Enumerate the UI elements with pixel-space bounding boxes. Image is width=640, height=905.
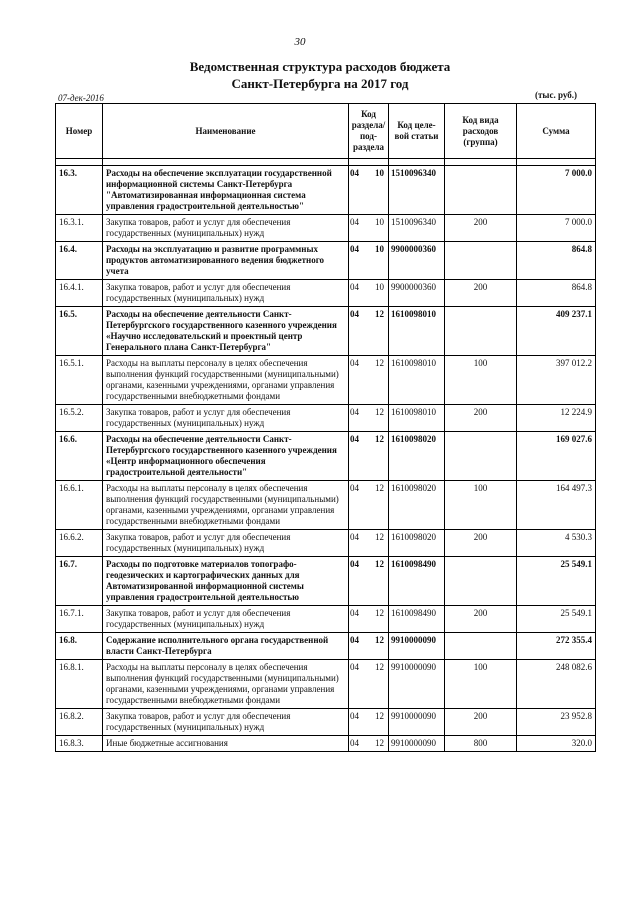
row-name: Закупка товаров, работ и услуг для обеспечения государственных (муниципальных) нужд	[103, 606, 349, 633]
row-number: 16.6.	[56, 432, 103, 481]
row-name: Закупка товаров, работ и услуг для обеспечения государственных (муниципальных) нужд	[103, 215, 349, 242]
table-row	[56, 307, 596, 356]
row-number: 16.3.	[56, 166, 103, 215]
row-kind	[445, 432, 517, 481]
row-section-code	[349, 307, 389, 356]
row-subsection: 12	[375, 434, 384, 444]
row-section: 04	[350, 309, 359, 319]
table-row	[56, 606, 596, 633]
row-article: 9900000360	[389, 242, 445, 280]
row-kind: 100	[445, 660, 517, 709]
row-sum: 248 082.6	[517, 660, 596, 709]
row-section-code	[349, 736, 389, 752]
row-section-code	[349, 709, 389, 736]
row-article: 1510096340	[389, 166, 445, 215]
row-section: 04	[350, 738, 359, 748]
row-name: Расходы на выплаты персоналу в целях обеспечения выполнения функций государственными (муниципальными) органами, казенными учреждениями, органами управления государственными внебюджетными фондами	[103, 481, 349, 530]
row-article: 1610098020	[389, 530, 445, 557]
row-section-code	[349, 633, 389, 660]
row-number: 16.8.3.	[56, 736, 103, 752]
table-row	[56, 432, 596, 481]
row-kind: 800	[445, 736, 517, 752]
row-section: 04	[350, 711, 359, 721]
table-row	[56, 166, 596, 215]
table-body	[56, 166, 596, 752]
table-row	[56, 530, 596, 557]
row-article: 1610098020	[389, 432, 445, 481]
row-number: 16.8.	[56, 633, 103, 660]
row-article: 9910000090	[389, 660, 445, 709]
row-name: Закупка товаров, работ и услуг для обеспечения государственных (муниципальных) нужд	[103, 709, 349, 736]
row-subsection: 12	[375, 635, 384, 645]
row-section-code	[349, 660, 389, 709]
row-article: 9910000090	[389, 736, 445, 752]
row-subsection: 12	[375, 483, 384, 493]
row-number: 16.8.2.	[56, 709, 103, 736]
title-line-2: Санкт-Петербурга на 2017 год	[231, 76, 409, 91]
header-kind: Код вида расходов (группа)	[445, 104, 517, 159]
row-section-code	[349, 356, 389, 405]
row-subsection: 12	[375, 608, 384, 618]
table-row	[56, 481, 596, 530]
table-row	[56, 242, 596, 280]
budget-table	[55, 103, 596, 752]
row-sum: 169 027.6	[517, 432, 596, 481]
row-sum: 25 549.1	[517, 557, 596, 606]
row-kind: 100	[445, 356, 517, 405]
row-section: 04	[350, 282, 359, 292]
header-spacer-row	[56, 159, 596, 166]
row-subsection: 12	[375, 358, 384, 368]
row-subsection: 12	[375, 662, 384, 672]
row-sum: 397 012.2	[517, 356, 596, 405]
row-kind: 100	[445, 481, 517, 530]
row-section-code	[349, 166, 389, 215]
document-date: 07-дек-2016	[58, 93, 104, 103]
row-sum: 7 000.0	[517, 166, 596, 215]
row-number: 16.5.	[56, 307, 103, 356]
row-subsection: 12	[375, 738, 384, 748]
row-sum: 320.0	[517, 736, 596, 752]
row-subsection: 12	[375, 309, 384, 319]
row-kind: 200	[445, 709, 517, 736]
row-section-code	[349, 242, 389, 280]
row-article: 1510096340	[389, 215, 445, 242]
row-number: 16.6.1.	[56, 481, 103, 530]
row-sum: 864.8	[517, 280, 596, 307]
row-sum: 4 530.3	[517, 530, 596, 557]
row-number: 16.8.1.	[56, 660, 103, 709]
row-sum: 864.8	[517, 242, 596, 280]
row-section: 04	[350, 559, 359, 569]
row-kind	[445, 557, 517, 606]
row-article: 1610098010	[389, 405, 445, 432]
row-kind	[445, 166, 517, 215]
header-number: Номер	[56, 104, 103, 159]
row-subsection: 12	[375, 407, 384, 417]
row-name: Расходы на обеспечение деятельности Санкт-Петербургского государственного казенного учреждения «Центр информационного обеспечения градостроительной деятельности"	[103, 432, 349, 481]
row-number: 16.7.1.	[56, 606, 103, 633]
row-subsection: 12	[375, 532, 384, 542]
row-section: 04	[350, 217, 359, 227]
row-article: 1610098010	[389, 356, 445, 405]
row-section-code	[349, 530, 389, 557]
row-name: Закупка товаров, работ и услуг для обеспечения государственных (муниципальных) нужд	[103, 405, 349, 432]
row-sum: 25 549.1	[517, 606, 596, 633]
row-article: 1610098010	[389, 307, 445, 356]
table-row	[56, 660, 596, 709]
row-number: 16.4.	[56, 242, 103, 280]
row-section-code	[349, 215, 389, 242]
row-article: 1610098020	[389, 481, 445, 530]
table-row	[56, 215, 596, 242]
row-name: Закупка товаров, работ и услуг для обеспечения государственных (муниципальных) нужд	[103, 530, 349, 557]
row-section: 04	[350, 483, 359, 493]
row-number: 16.7.	[56, 557, 103, 606]
row-section: 04	[350, 434, 359, 444]
row-sum: 409 237.1	[517, 307, 596, 356]
table-row	[56, 405, 596, 432]
row-section: 04	[350, 358, 359, 368]
row-section: 04	[350, 244, 359, 254]
row-section-code	[349, 405, 389, 432]
row-article: 9910000090	[389, 633, 445, 660]
row-section-code	[349, 432, 389, 481]
row-number: 16.6.2.	[56, 530, 103, 557]
row-sum: 164 497.3	[517, 481, 596, 530]
row-section: 04	[350, 532, 359, 542]
header-sum: Сумма	[517, 104, 596, 159]
page-number: 30	[294, 36, 306, 48]
header-section: Код раздела/ под- раздела	[349, 104, 389, 159]
row-number: 16.3.1.	[56, 215, 103, 242]
row-subsection: 12	[375, 559, 384, 569]
row-subsection: 12	[375, 711, 384, 721]
row-kind	[445, 633, 517, 660]
row-article: 9900000360	[389, 280, 445, 307]
table-row	[56, 356, 596, 405]
row-section-code	[349, 280, 389, 307]
title-line-1: Ведомственная структура расходов бюджета	[189, 59, 451, 74]
row-kind: 200	[445, 280, 517, 307]
row-subsection: 10	[375, 168, 384, 178]
row-name: Расходы на обеспечение деятельности Санкт-Петербургского государственного казенного учреждения «Научно исследовательский и проектный центр Генерального плана Санкт-Петербурга"	[103, 307, 349, 356]
row-name: Расходы по подготовке материалов топографо-геодезических и картографических данных для Автоматизированной информационной системы управления градостроительной деятельностью	[103, 557, 349, 606]
row-kind: 200	[445, 405, 517, 432]
header-name: Наименование	[103, 104, 349, 159]
row-name: Расходы на выплаты персоналу в целях обеспечения выполнения функций государственными (муниципальными) органами, казенными учреждениями, органами управления государственными внебюджетными фондами	[103, 660, 349, 709]
row-number: 16.4.1.	[56, 280, 103, 307]
row-article: 1610098490	[389, 606, 445, 633]
row-name: Расходы на обеспечение эксплуатации государственной информационной системы Санкт-Петербурга "Автоматизированная информационная система управления градостроительной деятельностью"	[103, 166, 349, 215]
row-sum: 7 000.0	[517, 215, 596, 242]
row-subsection: 10	[375, 217, 384, 227]
row-sum: 12 224.9	[517, 405, 596, 432]
table-row	[56, 709, 596, 736]
row-subsection: 10	[375, 244, 384, 254]
row-section: 04	[350, 635, 359, 645]
row-name: Содержание исполнительного органа государственной власти Санкт-Петербурга	[103, 633, 349, 660]
row-article: 9910000090	[389, 709, 445, 736]
row-section: 04	[350, 662, 359, 672]
row-section: 04	[350, 168, 359, 178]
row-kind	[445, 242, 517, 280]
row-name: Расходы на эксплуатацию и развитие программных продуктов автоматизированного ведения бюджетного учета	[103, 242, 349, 280]
row-kind	[445, 307, 517, 356]
row-section-code	[349, 481, 389, 530]
row-name: Иные бюджетные ассигнования	[103, 736, 349, 752]
header-article: Код целе- вой статьи	[389, 104, 445, 159]
table-row	[56, 280, 596, 307]
row-sum: 272 355.4	[517, 633, 596, 660]
table-row	[56, 736, 596, 752]
table-header-row	[56, 104, 596, 159]
row-section-code	[349, 606, 389, 633]
units-label: (тыс. руб.)	[535, 90, 577, 100]
row-kind: 200	[445, 215, 517, 242]
row-subsection: 10	[375, 282, 384, 292]
row-kind: 200	[445, 530, 517, 557]
row-number: 16.5.2.	[56, 405, 103, 432]
row-section: 04	[350, 407, 359, 417]
row-article: 1610098490	[389, 557, 445, 606]
table-row	[56, 633, 596, 660]
document-title	[0, 58, 640, 92]
row-number: 16.5.1.	[56, 356, 103, 405]
row-name: Расходы на выплаты персоналу в целях обеспечения выполнения функций государственными (муниципальными) органами, казенными учреждениями, органами управления государственными внебюджетными фондами	[103, 356, 349, 405]
row-section-code	[349, 557, 389, 606]
row-name: Закупка товаров, работ и услуг для обеспечения государственных (муниципальных) нужд	[103, 280, 349, 307]
table-row	[56, 557, 596, 606]
row-section: 04	[350, 608, 359, 618]
row-sum: 23 952.8	[517, 709, 596, 736]
row-kind: 200	[445, 606, 517, 633]
